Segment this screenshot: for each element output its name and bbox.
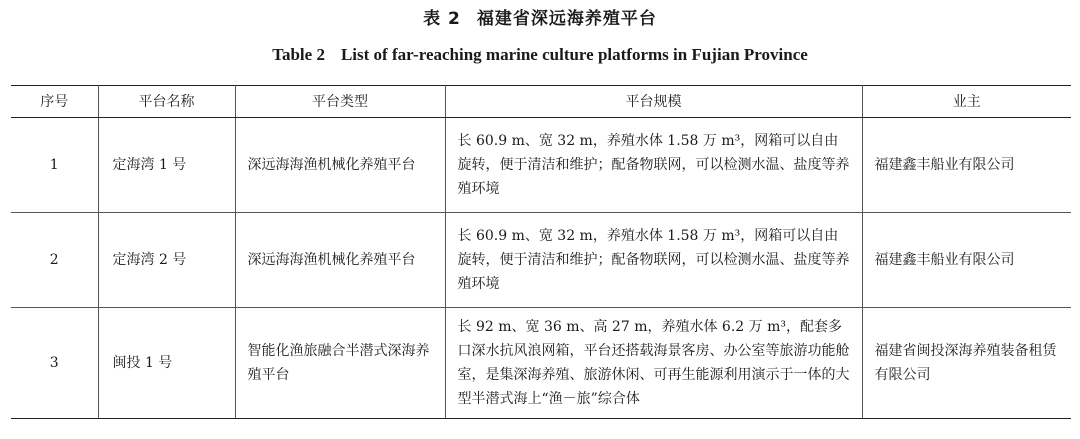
cell-type: 深远海海渔机械化养殖平台: [235, 213, 445, 308]
table-row: [11, 213, 1071, 308]
cell-no: 3: [11, 308, 98, 419]
cell-scale: 长 60.9 m、宽 32 m，养殖水体 1.58 万 m³，网箱可以自由旋转，便于清洁和维护；配备物联网，可以检测水温、盐度等养殖环境: [445, 213, 862, 308]
caption-cn-number: 表 2: [423, 9, 461, 29]
cell-owner: 福建鑫丰船业有限公司: [862, 118, 1071, 213]
header-scale: 平台规模: [445, 86, 862, 118]
cell-no: 1: [11, 118, 98, 213]
cell-name: 闽投 1 号: [98, 308, 235, 419]
cell-scale: 长 92 m、宽 36 m、高 27 m，养殖水体 6.2 万 m³，配套多口深水抗风浪网箱，平台还搭载海景客房、办公室等旅游功能舱室，是集深海养殖、旅游休闲、可再生能源利用演示于一体的大型半潜式海上“渔－旅”综合体: [445, 308, 862, 419]
cell-type: 深远海海渔机械化养殖平台: [235, 118, 445, 213]
cell-owner: 福建省闽投深海养殖装备租赁有限公司: [862, 308, 1071, 419]
header-name: 平台名称: [98, 86, 235, 118]
table-caption-english: [0, 42, 1080, 68]
header-no: 序号: [11, 86, 98, 118]
cell-type: 智能化渔旅融合半潜式深海养殖平台: [235, 308, 445, 419]
caption-cn-title: 福建省深远海养殖平台: [476, 9, 657, 29]
table-row: [11, 308, 1071, 419]
table-header-row: [11, 86, 1071, 118]
cell-scale: 长 60.9 m、宽 32 m，养殖水体 1.58 万 m³，网箱可以自由旋转，便于清洁和维护；配备物联网，可以检测水温、盐度等养殖环境: [445, 118, 862, 213]
header-type: 平台类型: [235, 86, 445, 118]
caption-en-title: List of far-reaching marine culture platforms in Fujian Province: [340, 45, 808, 64]
cell-name: 定海湾 1 号: [98, 118, 235, 213]
cell-no: 2: [11, 213, 98, 308]
table-row: [11, 118, 1071, 213]
platform-table: [11, 85, 1071, 419]
caption-en-number: Table 2: [272, 45, 325, 64]
cell-name: 定海湾 2 号: [98, 213, 235, 308]
cell-owner: 福建鑫丰船业有限公司: [862, 213, 1071, 308]
table-caption-chinese: [0, 6, 1080, 32]
header-owner: 业主: [862, 86, 1071, 118]
